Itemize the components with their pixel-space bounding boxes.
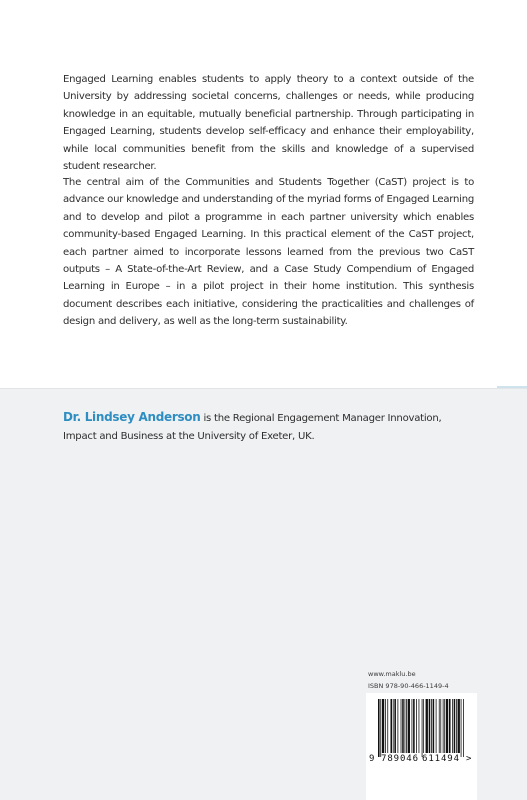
barcode-bar (440, 699, 441, 753)
barcode-bar (408, 699, 410, 753)
barcode-bar (423, 699, 424, 753)
barcode-bar (422, 699, 423, 757)
barcode-bar (382, 699, 384, 753)
barcode-first-digit: 9 (369, 754, 375, 764)
publisher-website: www.maklu.be (368, 670, 416, 678)
barcode-bar (449, 699, 451, 753)
barcode-bar (429, 699, 431, 753)
author-description: is the Regional Engagement Manager Innovation, Impact and Business at the University of Exeter, UK. (63, 413, 442, 442)
barcode-bar (385, 699, 386, 753)
barcode-bar (436, 699, 437, 753)
barcode-bar (444, 699, 445, 753)
isbn-barcode (366, 693, 477, 800)
author-bio (63, 409, 463, 445)
barcode-bar (458, 699, 460, 753)
barcode-bar (413, 699, 415, 753)
barcode-bar (416, 699, 417, 753)
barcode-bar (398, 699, 399, 753)
barcode-bar (463, 699, 464, 757)
description-paragraph-1: Engaged Learning enables students to apply theory to a context outside of the University by addressing societal concerns, challenges or needs, while producing knowledge in an equitable, mutually beneficial partnership. Through participating in Engaged Learning, students develop self-efficacy and enhance their employability, while local communities benefit from the skills and knowledge of a supervised student researcher. (63, 74, 474, 173)
barcode-bar (390, 699, 392, 753)
barcode-bar (454, 699, 456, 753)
publisher-info (368, 669, 478, 692)
description-paragraph-2: The central aim of the Communities and Students Together (CaST) project is to advance our knowledge and understanding of the myriad forms of Engaged Learning and to develop and pilot a programme in each partner university which enables community-based Engaged Learning. In this practical element of the CaST project, each partner aimed to incorporate lessons learned from the previous two CaST outputs – A State-of-the-Art Review, and a Case Study Compendium of Engaged Learning in Europe – in a pilot project in their home institution. This synthesis document describes each initiative, considering the practicalities and challenges of design and delivery, as well as the long-term sustainability. (63, 177, 474, 328)
barcode-bar (446, 699, 448, 753)
isbn-number: ISBN 978-90-466-1149-4 (368, 681, 449, 690)
back-cover-top-section (0, 0, 527, 388)
barcode-bar (402, 699, 404, 753)
barcode-bar (419, 699, 420, 753)
barcode-bar (378, 699, 380, 757)
barcode-bar (431, 699, 432, 753)
barcode-bar (461, 699, 462, 757)
barcode-digits-group-2: 611494 (422, 754, 460, 764)
barcode-bar (393, 699, 394, 753)
barcode-bar (433, 699, 435, 753)
barcode-bar (380, 699, 381, 757)
barcode-graphic (366, 693, 477, 800)
barcode-bar (412, 699, 413, 753)
barcode-digits-group-1: 789046 (381, 754, 419, 764)
barcode-bar (452, 699, 453, 753)
author-name: Dr. Lindsey Anderson (63, 410, 201, 424)
barcode-bar (456, 699, 457, 753)
barcode-bar (439, 699, 440, 753)
barcode-bar (406, 699, 407, 753)
barcode-end-mark: > (466, 754, 472, 764)
barcode-bars (378, 699, 464, 757)
barcode-bar (443, 699, 444, 753)
barcode-bar (394, 699, 396, 753)
barcode-bar (401, 699, 402, 753)
barcode-bar (387, 699, 388, 753)
barcode-bar (405, 699, 406, 753)
barcode-bar (426, 699, 428, 753)
